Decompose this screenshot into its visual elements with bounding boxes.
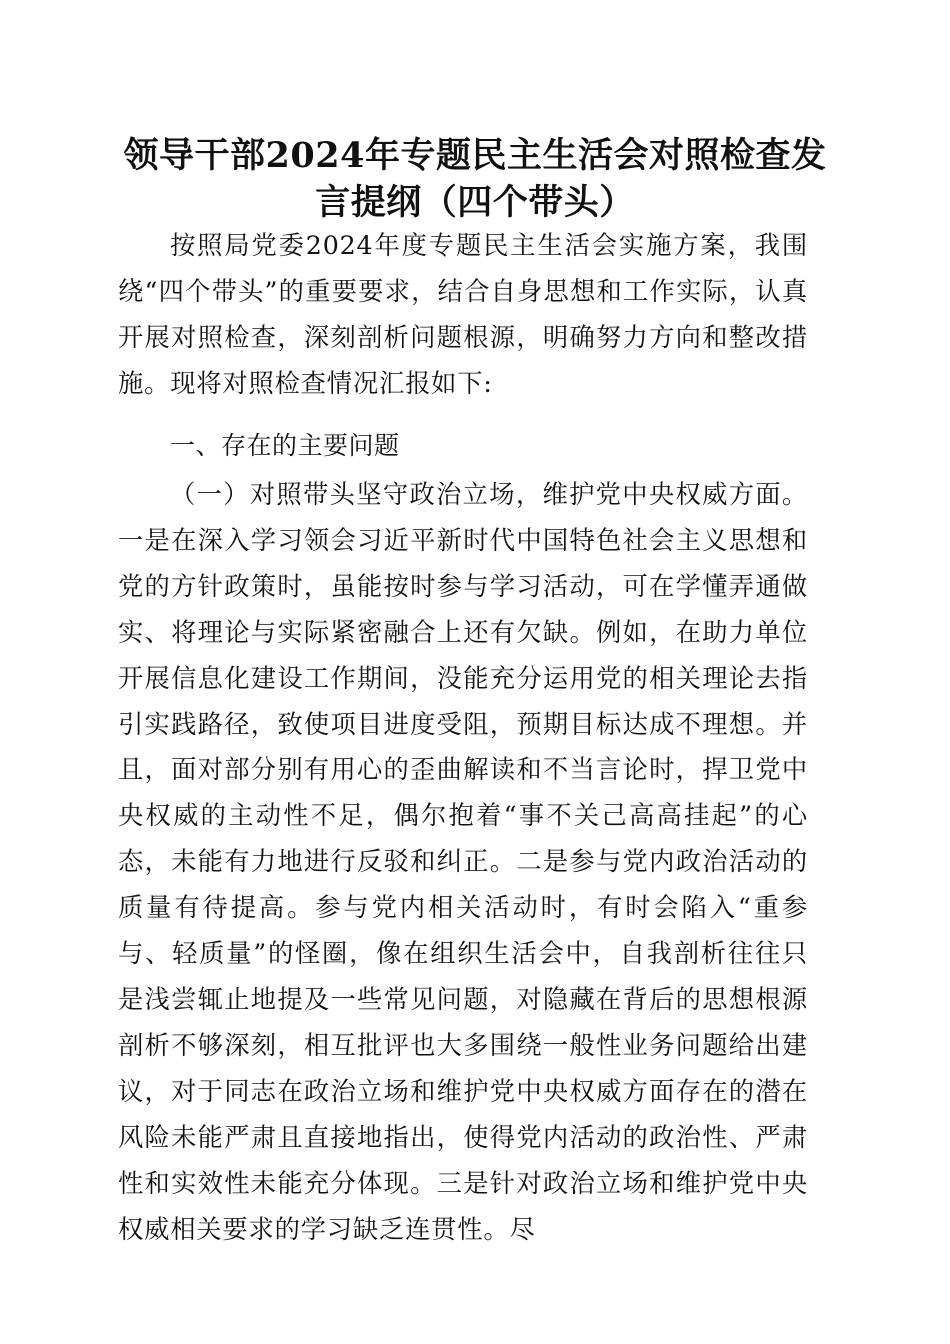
section-paragraph: （一）对照带头坚守政治立场，维护党中央权威方面。一是在深入学习领会习近平新时代中国特色社会主义思想和党的方针政策时，虽能按时参与学习活动，可在学懂弄通做实、将理论与实际紧密融合上还有欠缺。例如，在助力单位开展信息化建设工作期间，没能充分运用党的相关理论去指引实践路径，致使项目进度受阻，预期目标达成不理想。并且，面对部分别有用心的歪曲解读和不当言论时，捍卫党中央权威的主动性不足，偶尔抱着“事不关己高高挂起”的心态，未能有力地进行反驳和纠正。二是参与党内政治活动的质量有待提高。参与党内相关活动时，有时会陷入“重参与、轻质量”的怪圈，像在组织生活会中，自我剖析往往只是浅尝辄止地提及一些常见问题，对隐藏在背后的思想根源剖析不够深刻，相互批评也大多围绕一般性业务问题给出建议，对于同志在政治立场和维护党中央权威方面存在的潜在风险未能严肃且直接地指出，使得党内活动的政治性、严肃性和实效性未能充分体现。三是针对政治立场和维护党中央权威相关要求的学习缺乏连贯性。尽	[118, 480, 808, 1244]
document-title	[105, 132, 845, 226]
intro-paragraph: 按照局党委2024年度专题民主生活会实施方案，我围绕“四个带头”的重要要求，结合自身思想和工作实际，认真开展对照检查，深刻剖析问题根源，明确努力方向和整改措施。现将对照检查情况汇报如下:	[118, 231, 808, 398]
section-heading: 一、存在的主要问题	[170, 431, 400, 460]
title-line-2: 言提纲（四个带头）	[315, 182, 635, 223]
title-line-1: 领导干部2024年专题民主生活会对照检查发	[123, 135, 827, 176]
